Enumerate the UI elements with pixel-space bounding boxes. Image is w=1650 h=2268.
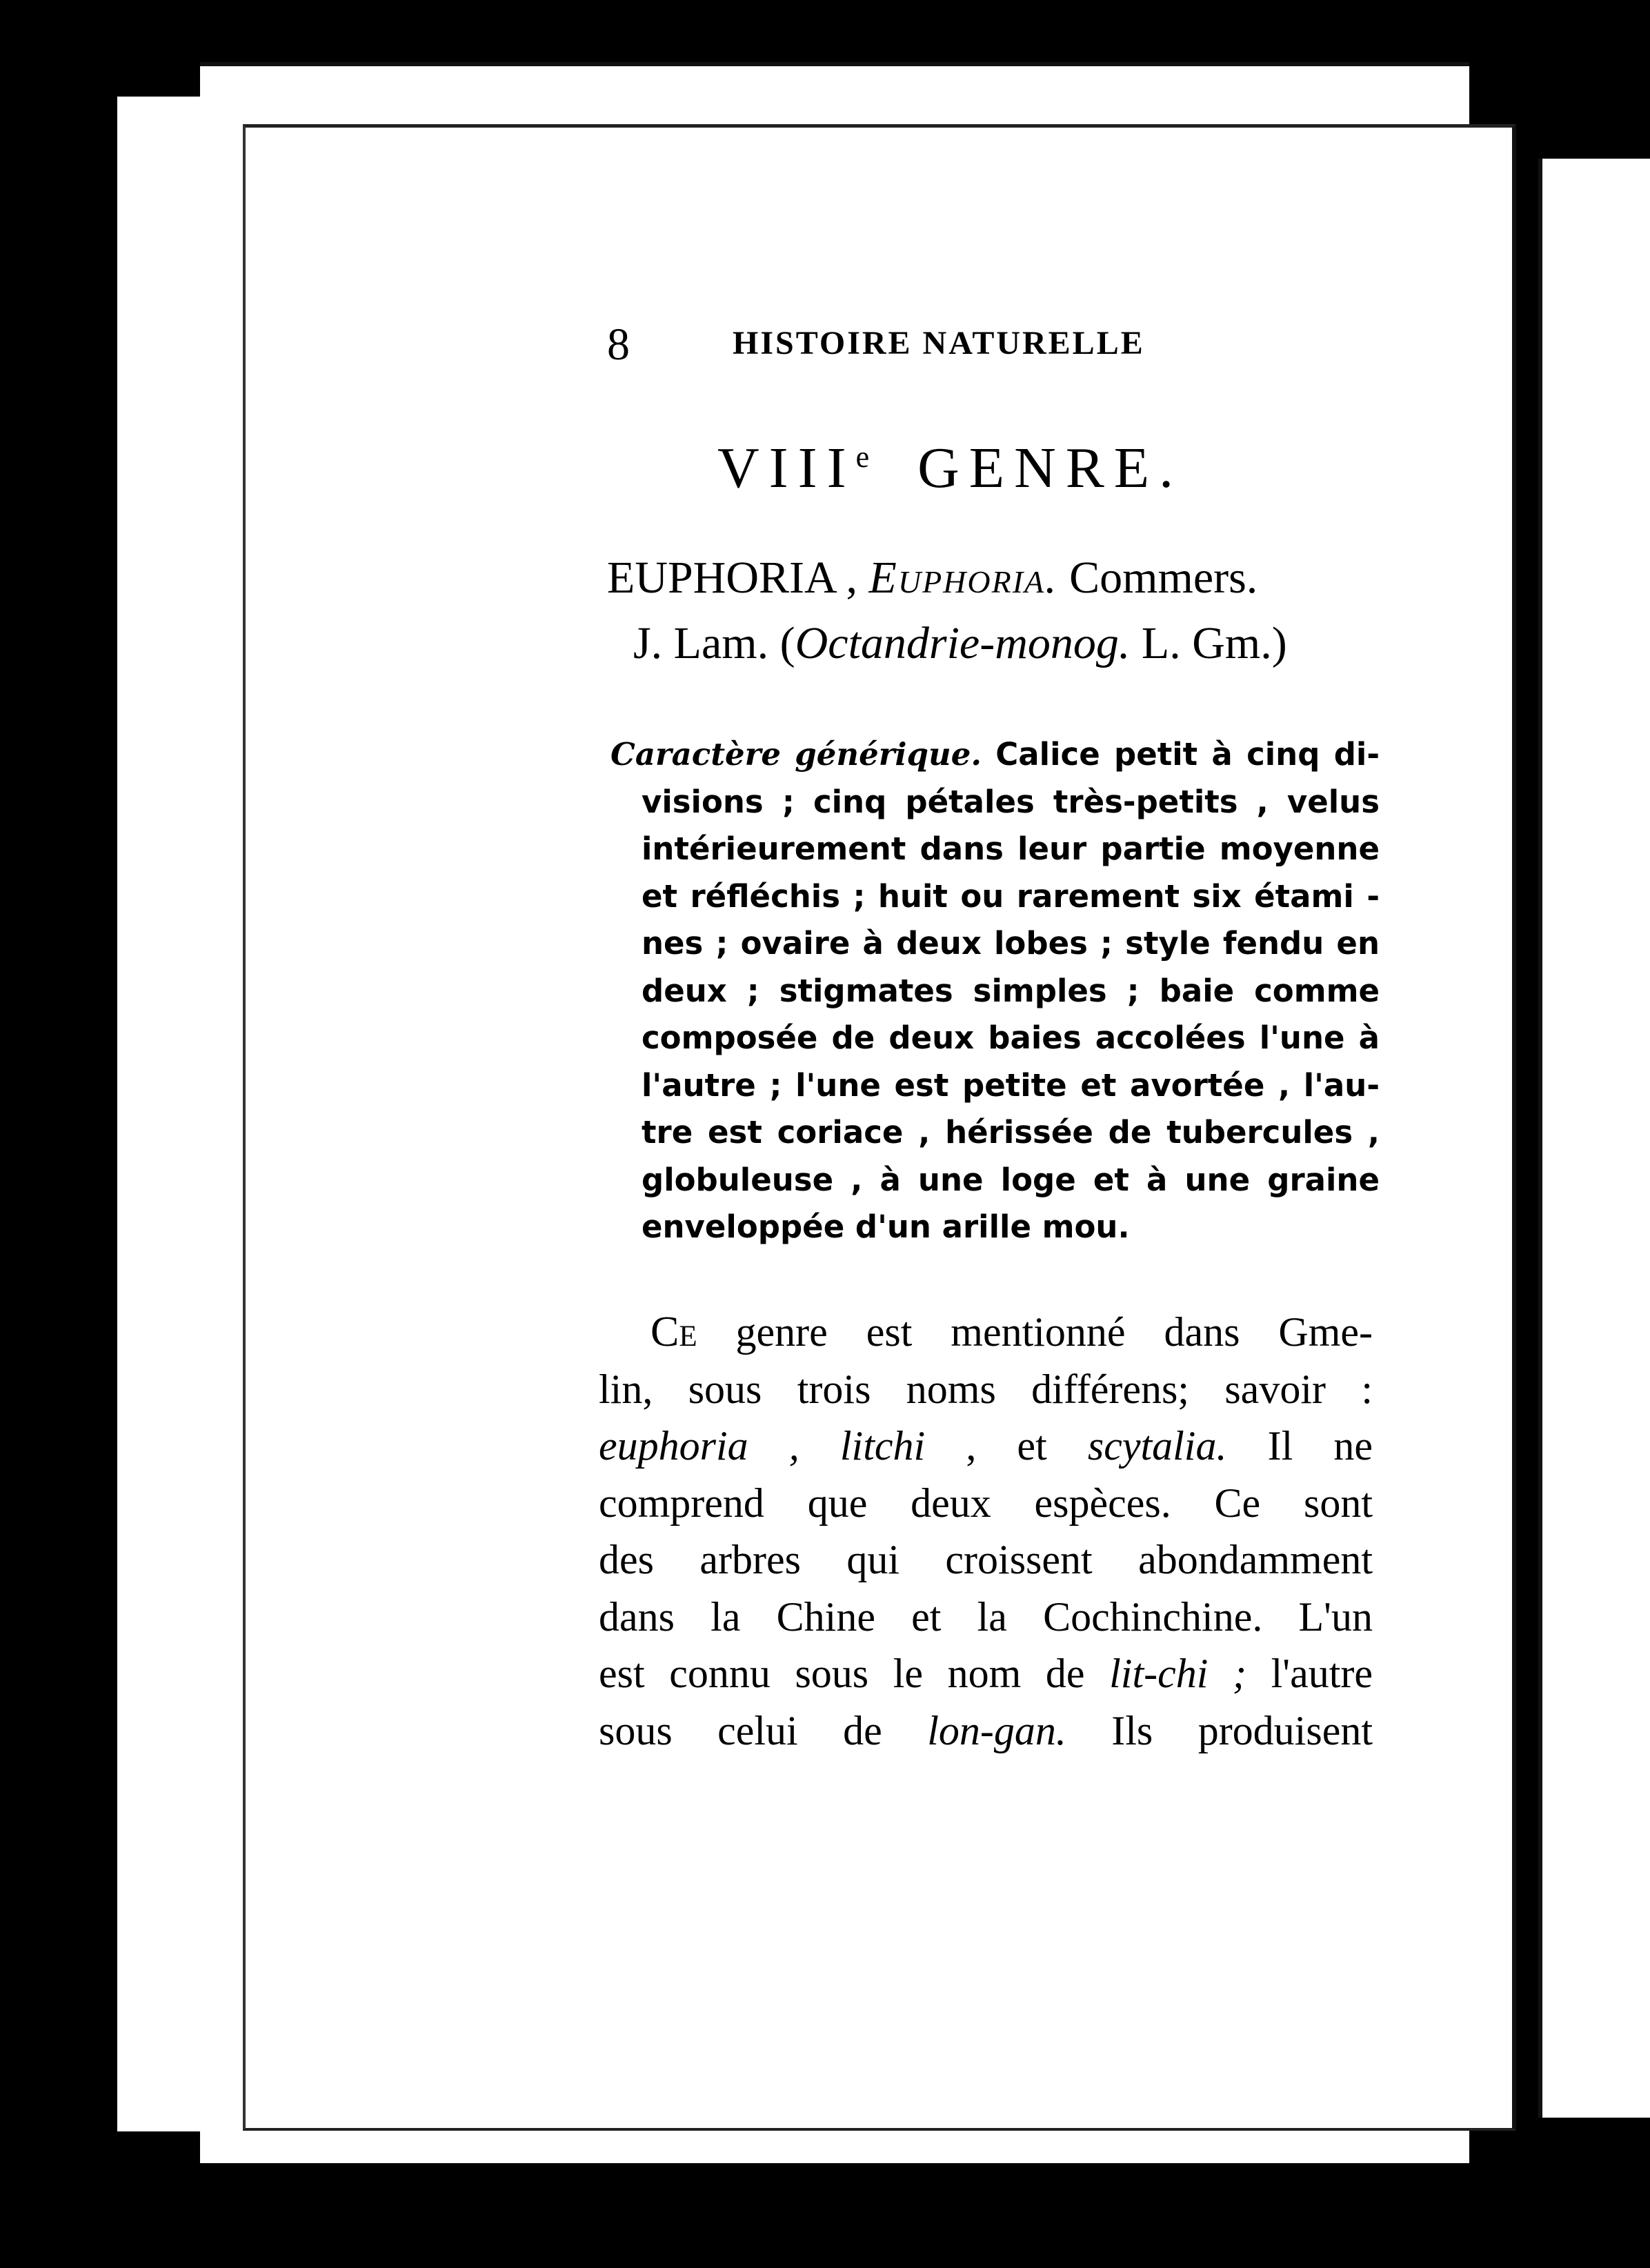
genus-line-2 (633, 617, 1413, 670)
genre-word: GENRE. (917, 436, 1184, 500)
genus-refs: L. Gm.) (1141, 618, 1287, 668)
scan-speck (766, 2249, 773, 2256)
genre-heading (717, 435, 1183, 501)
genus-class: Octandrie-monog. (795, 618, 1131, 668)
body-line: euphoria , litchi , et scytalia. Il ne (599, 1423, 1373, 1469)
genus-line-1 (607, 552, 1386, 604)
genus-authors-2: J. Lam. ( (633, 618, 795, 668)
page-edge (117, 97, 228, 2131)
character-line: composée de deux baies accolées l'une à (642, 1019, 1380, 1056)
character-line: enveloppée d'un arille mou. (642, 1208, 1130, 1245)
character-line: l'autre ; l'une est petite et avortée , l'au- (642, 1066, 1380, 1104)
character-line: nes ; ovaire à deux lobes ; style fendu en (642, 925, 1380, 962)
drop-cap: Ce (650, 1309, 697, 1355)
scan-speck (14, 304, 22, 312)
body-line: des arbres qui croissent abondamment (599, 1537, 1373, 1582)
page-number: 8 (607, 319, 630, 370)
character-line: visions ; cinq pétales très-petits , velus (642, 783, 1380, 820)
body-line: est connu sous le nom de lit-chi ; l'autre (599, 1651, 1373, 1696)
body-line: comprend que deux espèces. Ce sont (599, 1480, 1373, 1526)
genus-latin: Euphoria. (868, 553, 1058, 603)
character-line: globuleuse , à une loge et à une graine (642, 1161, 1380, 1198)
body-line: sous celui de lon-gan. Ils produisent (599, 1707, 1373, 1753)
facing-page-edge (1538, 159, 1650, 2118)
genus-name: EUPHORIA , (607, 553, 858, 603)
scan-speck (524, 48, 531, 54)
character-line: deux ; stigmates simples ; baie comme (642, 972, 1380, 1009)
running-title: HISTOIRE NATURELLE (733, 325, 1145, 361)
character-line: et réfléchis ; huit ou rarement six étami - (642, 877, 1380, 915)
character-line: intérieurement dans leur partie moyenne (642, 830, 1380, 867)
generic-character (610, 731, 1380, 1251)
running-head (607, 319, 1255, 370)
body-paragraph (599, 1304, 1373, 1759)
character-line: Caractère générique. Calice petit à cinq di- (610, 736, 1380, 773)
genre-numeral: VIII (717, 436, 856, 500)
character-line: tre est coriace , hérissée de tubercules , (642, 1114, 1380, 1151)
scan-speck (7, 2104, 28, 2131)
genus-authors: Commers. (1069, 553, 1258, 603)
body-line: lin, sous trois noms différens; savoir : (599, 1366, 1373, 1412)
body-line: dans la Chine et la Cochinchine. L'un (599, 1593, 1373, 1640)
genre-superscript: e (855, 440, 870, 474)
body-line: Ce genre est mentionné dans Gme- (650, 1309, 1373, 1355)
character-label: Caractère générique. (610, 736, 982, 773)
